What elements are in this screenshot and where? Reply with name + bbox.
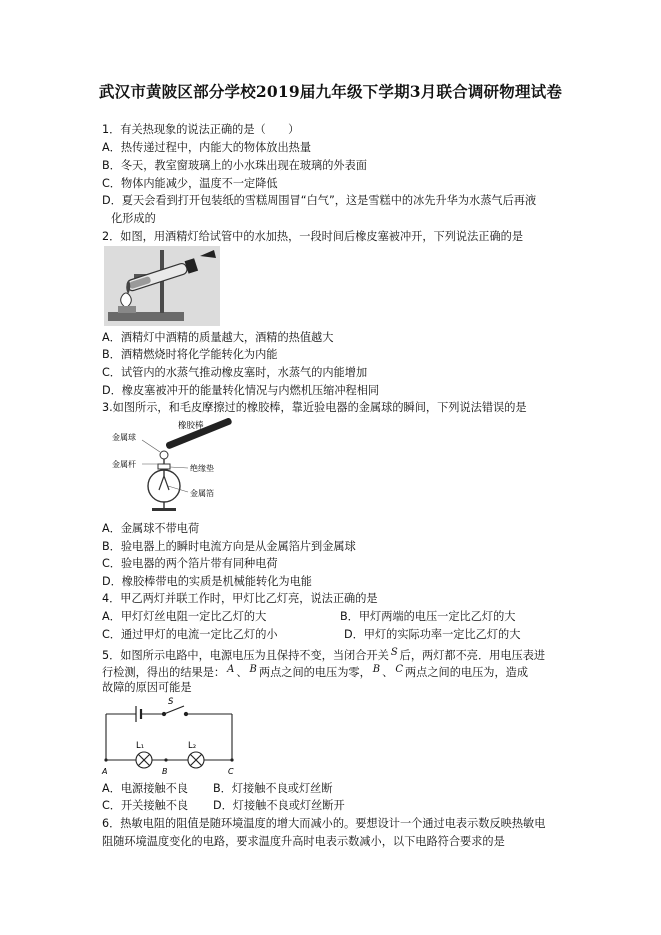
q1-option-d-cont: 化形成的	[111, 212, 156, 225]
q5-stem-line2-c: 两点之间的电压为，造成	[404, 666, 529, 679]
q2-stem: 2．如图，用酒精灯给试管中的水加热，一段时间后橡皮塞被冲开，下列说法正确的是	[102, 230, 524, 243]
q5-symbol-s: S	[390, 647, 398, 658]
exam-title: 武汉市黄陂区部分学校2019届九年级下学期3月联合调研物理试卷	[98, 82, 563, 101]
q5-option-b: B．灯接触不良或灯丝断	[213, 782, 333, 795]
q6-stem-line1: 6．热敏电阻的阻值是随环境温度的增大而减小的。要想设计一个通过电表示数反映热敏电	[102, 817, 546, 830]
q3-label-foil: 金属箔	[190, 489, 214, 498]
q5-fig-label-b: B	[162, 767, 168, 776]
q5-circuit-figure	[98, 692, 240, 776]
q5-sep-2: 、	[382, 666, 394, 679]
q2-test-tube-figure	[104, 246, 220, 326]
q3-label-pad: 绝缘垫	[190, 464, 214, 473]
q5-symbol-c: C	[395, 664, 403, 675]
q2-option-a: A．酒精灯中酒精的质量越大，酒精的热值越大	[102, 331, 334, 344]
q5-stem-line1-b: 后，两灯都不亮．用电压表进	[399, 649, 546, 662]
q4-option-a: A．甲灯灯丝电阻一定比乙灯的大	[102, 610, 267, 623]
q1-option-c: C．物体内能减少，温度不一定降低	[102, 177, 278, 190]
q3-stem: 3.如图所示，和毛皮摩擦过的橡胶棒，靠近验电器的金属球的瞬间，下列说法错误的是	[102, 401, 527, 414]
q3-label-ball: 金属球	[112, 433, 136, 442]
q5-option-c: C．开关接触不良	[102, 799, 189, 812]
q5-fig-label-a: A	[102, 767, 108, 776]
q4-option-c: C．通过甲灯的电流一定比乙灯的小	[102, 628, 278, 641]
q5-stem-line2-a: 行检测，得出的结果是：	[102, 666, 226, 679]
q4-option-b: B．甲灯两端的电压一定比乙灯的大	[340, 610, 516, 623]
q3-option-c: C．验电器的两个箔片带有同种电荷	[102, 557, 278, 570]
q3-option-d: D．橡胶棒带电的实质是机械能转化为电能	[102, 575, 312, 588]
q3-label-shaft: 金属杆	[112, 460, 136, 469]
q3-label-rod: 橡胶棒	[178, 421, 204, 431]
q5-stem-line2	[102, 663, 528, 680]
q6-stem-line2: 阻随环境温度变化的电路，要求温度升高时电表示数减小，以下电路符合要求的是	[102, 835, 505, 848]
q5-symbol-a: A	[227, 664, 235, 675]
q5-option-d: D．灯接触不良或灯丝断开	[213, 799, 345, 812]
q5-fig-label-s: S	[168, 697, 174, 707]
q1-option-d: D．夏天会看到打开包装纸的雪糕周围冒“白气”，这是雪糕中的冰先升华为水蒸气后再液	[102, 194, 537, 207]
q5-fig-label-c: C	[228, 767, 234, 776]
q4-stem: 4．甲乙两灯并联工作时，甲灯比乙灯亮，说法正确的是	[102, 592, 378, 605]
q2-option-b: B．酒精燃烧时将化学能转化为内能	[102, 348, 278, 361]
q5-stem-line1	[102, 646, 545, 663]
q1-option-b: B．冬天，教室窗玻璃上的小水珠出现在玻璃的外表面	[102, 159, 367, 172]
q3-option-a: A．金属球不带电荷	[102, 522, 200, 535]
q5-symbol-b: B	[249, 664, 257, 675]
q3-electroscope-figure	[104, 418, 244, 514]
q5-sep-1: 、	[236, 666, 248, 679]
q1-stem: 1．有关热现象的说法正确的是（ ）	[102, 123, 300, 136]
q5-fig-label-l1: L₁	[136, 741, 145, 751]
q5-stem-line3: 故障的原因可能是	[102, 681, 192, 694]
q4-option-d: D．甲灯的实际功率一定比乙灯的大	[344, 628, 521, 641]
q5-option-a: A．电源接触不良	[102, 782, 188, 795]
q2-option-c: C．试管内的水蒸气推动橡皮塞时，水蒸气的内能增加	[102, 366, 368, 379]
q3-option-b: B．验电器上的瞬时电流方向是从金属箔片到金属球	[102, 540, 356, 553]
q2-option-d: D．橡皮塞被冲开的能量转化情况与内燃机压缩冲程相同	[102, 384, 380, 397]
q5-stem-line2-b: 两点之间的电压为零，	[258, 666, 371, 679]
q5-symbol-b2: B	[372, 664, 381, 675]
q5-stem-line1-a: 5．如图所示电路中，电源电压为且保持不变，当闭合开关	[102, 649, 389, 662]
q1-option-a: A．热传递过程中，内能大的物体放出热量	[102, 141, 312, 154]
q5-fig-label-l2: L₂	[188, 741, 197, 751]
